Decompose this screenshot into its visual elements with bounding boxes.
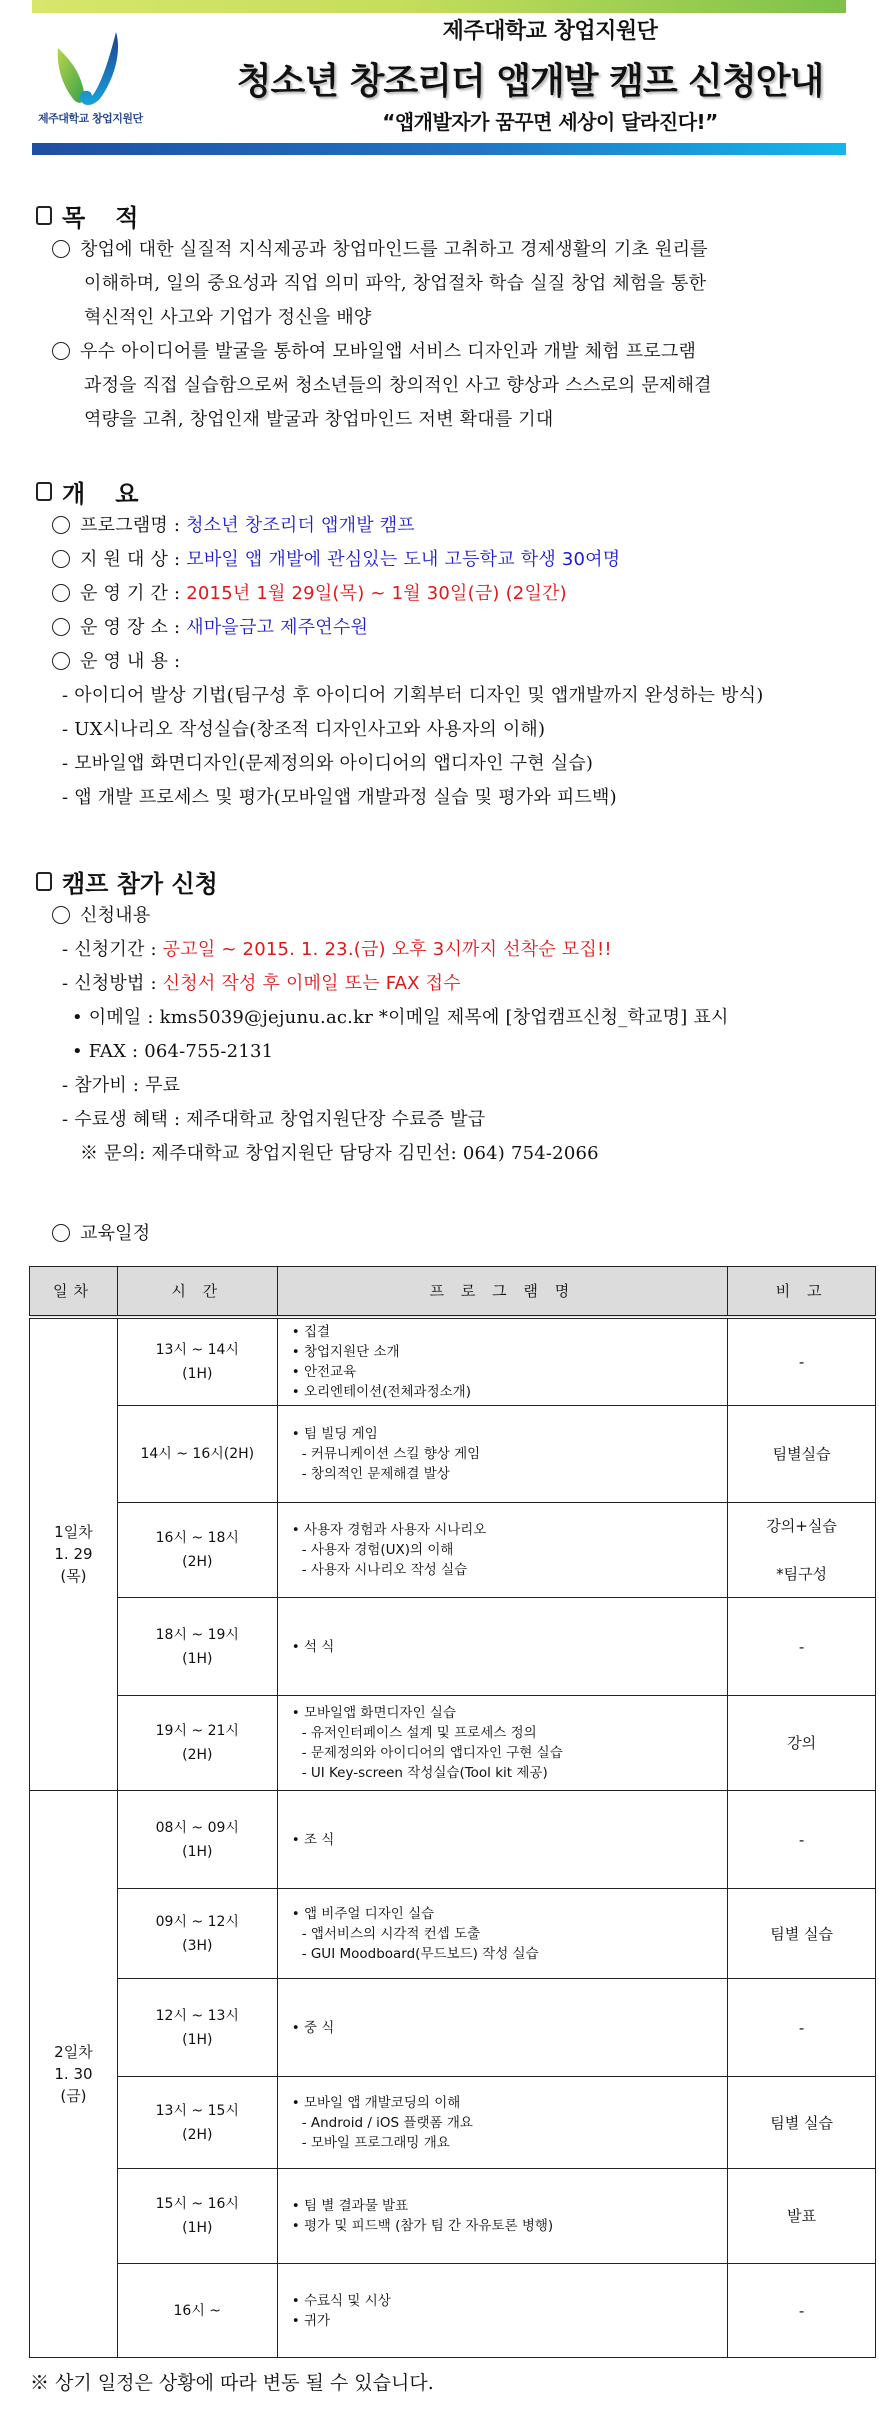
logo-leaf-icon — [50, 30, 140, 110]
schedule-label: 교육일정 — [52, 1222, 150, 1246]
overview-program-name: 프로그램명 : 청소년 창조리더 앱개발 캠프 — [52, 514, 415, 538]
apply-benefit: - 수료생 혜택 : 제주대학교 창업지원단장 수료증 발급 — [62, 1109, 486, 1130]
overview-target: 지 원 대 상 : 모바일 앱 개발에 관심있는 도내 고등학교 학생 30여명 — [52, 548, 620, 572]
program-item: • 사용자 경험과 사용자 시나리오 — [292, 1520, 727, 1540]
circle-bullet-icon — [52, 1224, 70, 1242]
overview-content-item: - 앱 개발 프로세스 및 평가(모바일앱 개발과정 실습 및 평가와 피드백) — [62, 787, 617, 808]
note-cell: - — [728, 1791, 876, 1889]
time-cell: 19시 ~ 21시 (2H) — [117, 1696, 277, 1791]
time-cell: 16시 ~ — [117, 2264, 277, 2358]
circle-bullet-icon — [52, 516, 70, 534]
note-cell: - — [728, 1979, 876, 2077]
day-1-cell: 1일차 1. 29 (목) — [30, 1317, 118, 1791]
program-cell — [277, 2264, 727, 2358]
program-subitem: - 유저인터페이스 설계 및 프로세스 정의 — [301, 1725, 537, 1741]
apply-email: • 이메일 : kms5039@jejunu.ac.kr *이메일 제목에 [창업캠프신청_학교명] 표시 — [72, 1007, 729, 1028]
time-cell: 16시 ~ 18시 (2H) — [117, 1503, 277, 1598]
note-cell: 강의 — [728, 1696, 876, 1791]
circle-bullet-icon — [52, 584, 70, 602]
banner-top-bar — [32, 0, 846, 13]
section-heading-overview: 개 요 — [36, 474, 138, 509]
slogan: “앱개발자가 꿈꾸면 세상이 달라진다!” — [382, 110, 718, 134]
program-subitem: - Android / iOS 플랫폼 개요 — [301, 2114, 473, 2131]
note-cell: 팀별실습 — [728, 1406, 876, 1503]
note-cell: 발표 — [728, 2169, 876, 2264]
note-cell: 팀별 실습 — [728, 1889, 876, 1979]
organization-name: 제주대학교 창업지원단 — [442, 19, 658, 44]
note-cell: - — [728, 2264, 876, 2358]
program-subitem: - 사용자 경험(UX)의 이해 — [301, 1542, 454, 1558]
header-banner — [0, 0, 879, 160]
table-row — [30, 2264, 876, 2358]
program-item: • 중 식 — [292, 2018, 727, 2038]
program-cell — [277, 1598, 727, 1696]
purpose-item-1-line-1: 창업에 대한 실질적 지식제공과 창업마인드를 고취하고 경제생활의 기초 원리를 — [52, 238, 708, 262]
overview-content-item: - 모바일앱 화면디자인(문제정의와 아이디어의 앱디자인 구현 실습) — [62, 753, 594, 774]
purpose-item-2-line-2: 과정을 직접 실습함으로써 청소년들의 창의적인 사고 향상과 스스로의 문제해결 — [84, 375, 712, 396]
university-logo — [38, 30, 158, 130]
apply-fax: • FAX : 064-755-2131 — [72, 1041, 274, 1062]
overview-contents-label: 운 영 내 용 : — [52, 650, 180, 674]
note-cell: 강의+실습 *팀구성 — [728, 1503, 876, 1598]
time-cell: 12시 ~ 13시 (1H) — [117, 1979, 277, 2077]
purpose-item-2-line-3: 역량을 고취, 창업인재 발굴과 창업마인드 저변 확대를 기대 — [84, 409, 554, 430]
page-title: 청소년 창조리더 앱개발 캠프 신청안내 — [236, 61, 824, 102]
program-cell — [277, 1889, 727, 1979]
time-cell: 09시 ~ 12시 (3H) — [117, 1889, 277, 1979]
program-cell — [277, 2169, 727, 2264]
program-subitem: - 사용자 시나리오 작성 실습 — [301, 1562, 468, 1578]
purpose-item-1-line-2: 이해하며, 일의 중요성과 직업 의미 파악, 창업절차 학습 실질 창업 체험을 통한 — [84, 273, 707, 294]
banner-bottom-bar — [32, 143, 846, 155]
program-item: • 석 식 — [292, 1637, 727, 1657]
program-item: • 수료식 및 시상 — [292, 2291, 727, 2311]
overview-period: 운 영 기 간 : 2015년 1월 29일(목) ~ 1월 30일(금) (2일간) — [52, 582, 567, 606]
square-bullet-icon — [36, 872, 52, 891]
program-item: • 앱 비주얼 디자인 실습 — [292, 1904, 727, 1924]
program-subitem: - 커뮤니케이션 스킬 향상 게임 — [301, 1446, 481, 1462]
table-header-row — [30, 1267, 876, 1317]
time-cell: 18시 ~ 19시 (1H) — [117, 1598, 277, 1696]
table-row — [30, 1889, 876, 1979]
program-item: • 모바일 앱 개발코딩의 이해 — [292, 2093, 727, 2113]
program-subitem: - 모바일 프로그래밍 개요 — [301, 2134, 450, 2151]
square-bullet-icon — [36, 482, 52, 501]
day-2-cell: 2일차 1. 30 (금) — [30, 1791, 118, 2358]
time-cell: 15시 ~ 16시 (1H) — [117, 2169, 277, 2264]
column-header-time: 시 간 — [117, 1267, 277, 1317]
program-subitem: - 창의적인 문제해결 발상 — [301, 1466, 450, 1482]
program-cell — [277, 1979, 727, 2077]
program-cell — [277, 1791, 727, 1889]
overview-place: 운 영 장 소 : 새마을금고 제주연수원 — [52, 616, 368, 640]
program-item: • 모바일앱 화면디자인 실습 — [292, 1703, 727, 1723]
square-bullet-icon — [36, 206, 52, 225]
note-cell: - — [728, 1598, 876, 1696]
circle-bullet-icon — [52, 342, 70, 360]
section-heading-apply: 캠프 참가 신청 — [36, 864, 218, 899]
program-cell — [277, 1503, 727, 1598]
circle-bullet-icon — [52, 906, 70, 924]
note-cell: - — [728, 1317, 876, 1406]
program-item: • 창업지원단 소개 — [292, 1342, 727, 1362]
program-item: • 집결 — [292, 1322, 727, 1342]
program-subitem: - 문제정의와 아이디어의 앱디자인 구현 실습 — [301, 1745, 563, 1761]
program-item: • 오리엔테이션(전체과정소개) — [292, 1382, 727, 1402]
apply-fee: - 참가비 : 무료 — [62, 1075, 181, 1096]
column-header-note: 비 고 — [728, 1267, 876, 1317]
time-cell: 13시 ~ 15시 (2H) — [117, 2077, 277, 2169]
program-subitem: - 앱서비스의 시각적 컨셉 도출 — [301, 1925, 481, 1942]
program-cell — [277, 1317, 727, 1406]
column-header-day: 일차 — [30, 1267, 118, 1317]
program-subitem: - UI Key-screen 작성실습(Tool kit 제공) — [301, 1765, 548, 1781]
purpose-item-2-line-1: 우수 아이디어를 발굴을 통하여 모바일앱 서비스 디자인과 개발 체험 프로그램 — [52, 340, 696, 364]
time-cell: 08시 ~ 09시 (1H) — [117, 1791, 277, 1889]
table-row — [30, 1696, 876, 1791]
program-cell — [277, 2077, 727, 2169]
table-row — [30, 1503, 876, 1598]
table-row — [30, 1317, 876, 1406]
program-item: • 귀가 — [292, 2311, 727, 2331]
program-cell — [277, 1406, 727, 1503]
program-subitem: - GUI Moodboard(무드보드) 작성 실습 — [301, 1945, 539, 1962]
circle-bullet-icon — [52, 652, 70, 670]
program-item: • 평가 및 피드백 (참가 팀 간 자유토론 병행) — [292, 2216, 727, 2236]
table-row — [30, 1791, 876, 1889]
column-header-program: 프 로 그 램 명 — [277, 1267, 727, 1317]
note-cell: 팀별 실습 — [728, 2077, 876, 2169]
section-heading-purpose: 목 적 — [36, 198, 138, 233]
program-item: • 팀 별 결과물 발표 — [292, 2196, 727, 2216]
circle-bullet-icon — [52, 240, 70, 258]
table-row — [30, 2077, 876, 2169]
circle-bullet-icon — [52, 550, 70, 568]
apply-period: - 신청기간 : 공고일 ~ 2015. 1. 23.(금) 오후 3시까지 선착순 모집!! — [62, 939, 612, 960]
table-row — [30, 1979, 876, 2077]
apply-contact: ※ 문의: 제주대학교 창업지원단 담당자 김민선: 064) 754-2066 — [80, 1143, 599, 1164]
time-cell: 14시 ~ 16시(2H) — [117, 1406, 277, 1503]
program-item: • 안전교육 — [292, 1362, 727, 1382]
table-row — [30, 2169, 876, 2264]
program-cell — [277, 1696, 727, 1791]
overview-content-item: - 아이디어 발상 기법(팀구성 후 아이디어 기획부터 디자인 및 앱개발까지 완성하는 방식) — [62, 685, 764, 706]
apply-content-label: 신청내용 — [52, 904, 150, 928]
time-cell: 13시 ~ 14시 (1H) — [117, 1317, 277, 1406]
circle-bullet-icon — [52, 618, 70, 636]
schedule-disclaimer: ※ 상기 일정은 상황에 따라 변동 될 수 있습니다. — [30, 2372, 434, 2394]
overview-content-item: - UX시나리오 작성실습(창조적 디자인사고와 사용자의 이해) — [62, 719, 546, 740]
program-item: • 팀 빌딩 게임 — [292, 1424, 727, 1444]
table-row — [30, 1598, 876, 1696]
table-row — [30, 1406, 876, 1503]
purpose-item-1-line-3: 혁신적인 사고와 기업가 정신을 배양 — [84, 307, 372, 328]
apply-method: - 신청방법 : 신청서 작성 후 이메일 또는 FAX 접수 — [62, 973, 461, 994]
program-item: • 조 식 — [292, 1830, 727, 1850]
logo-caption: 제주대학교 창업지원단 — [38, 112, 143, 125]
schedule-table — [29, 1266, 876, 2358]
email-link[interactable]: kms5039@jejunu.ac.kr *이메일 제목에 [창업캠프신청_학교명] 표시 — [159, 1007, 729, 1028]
